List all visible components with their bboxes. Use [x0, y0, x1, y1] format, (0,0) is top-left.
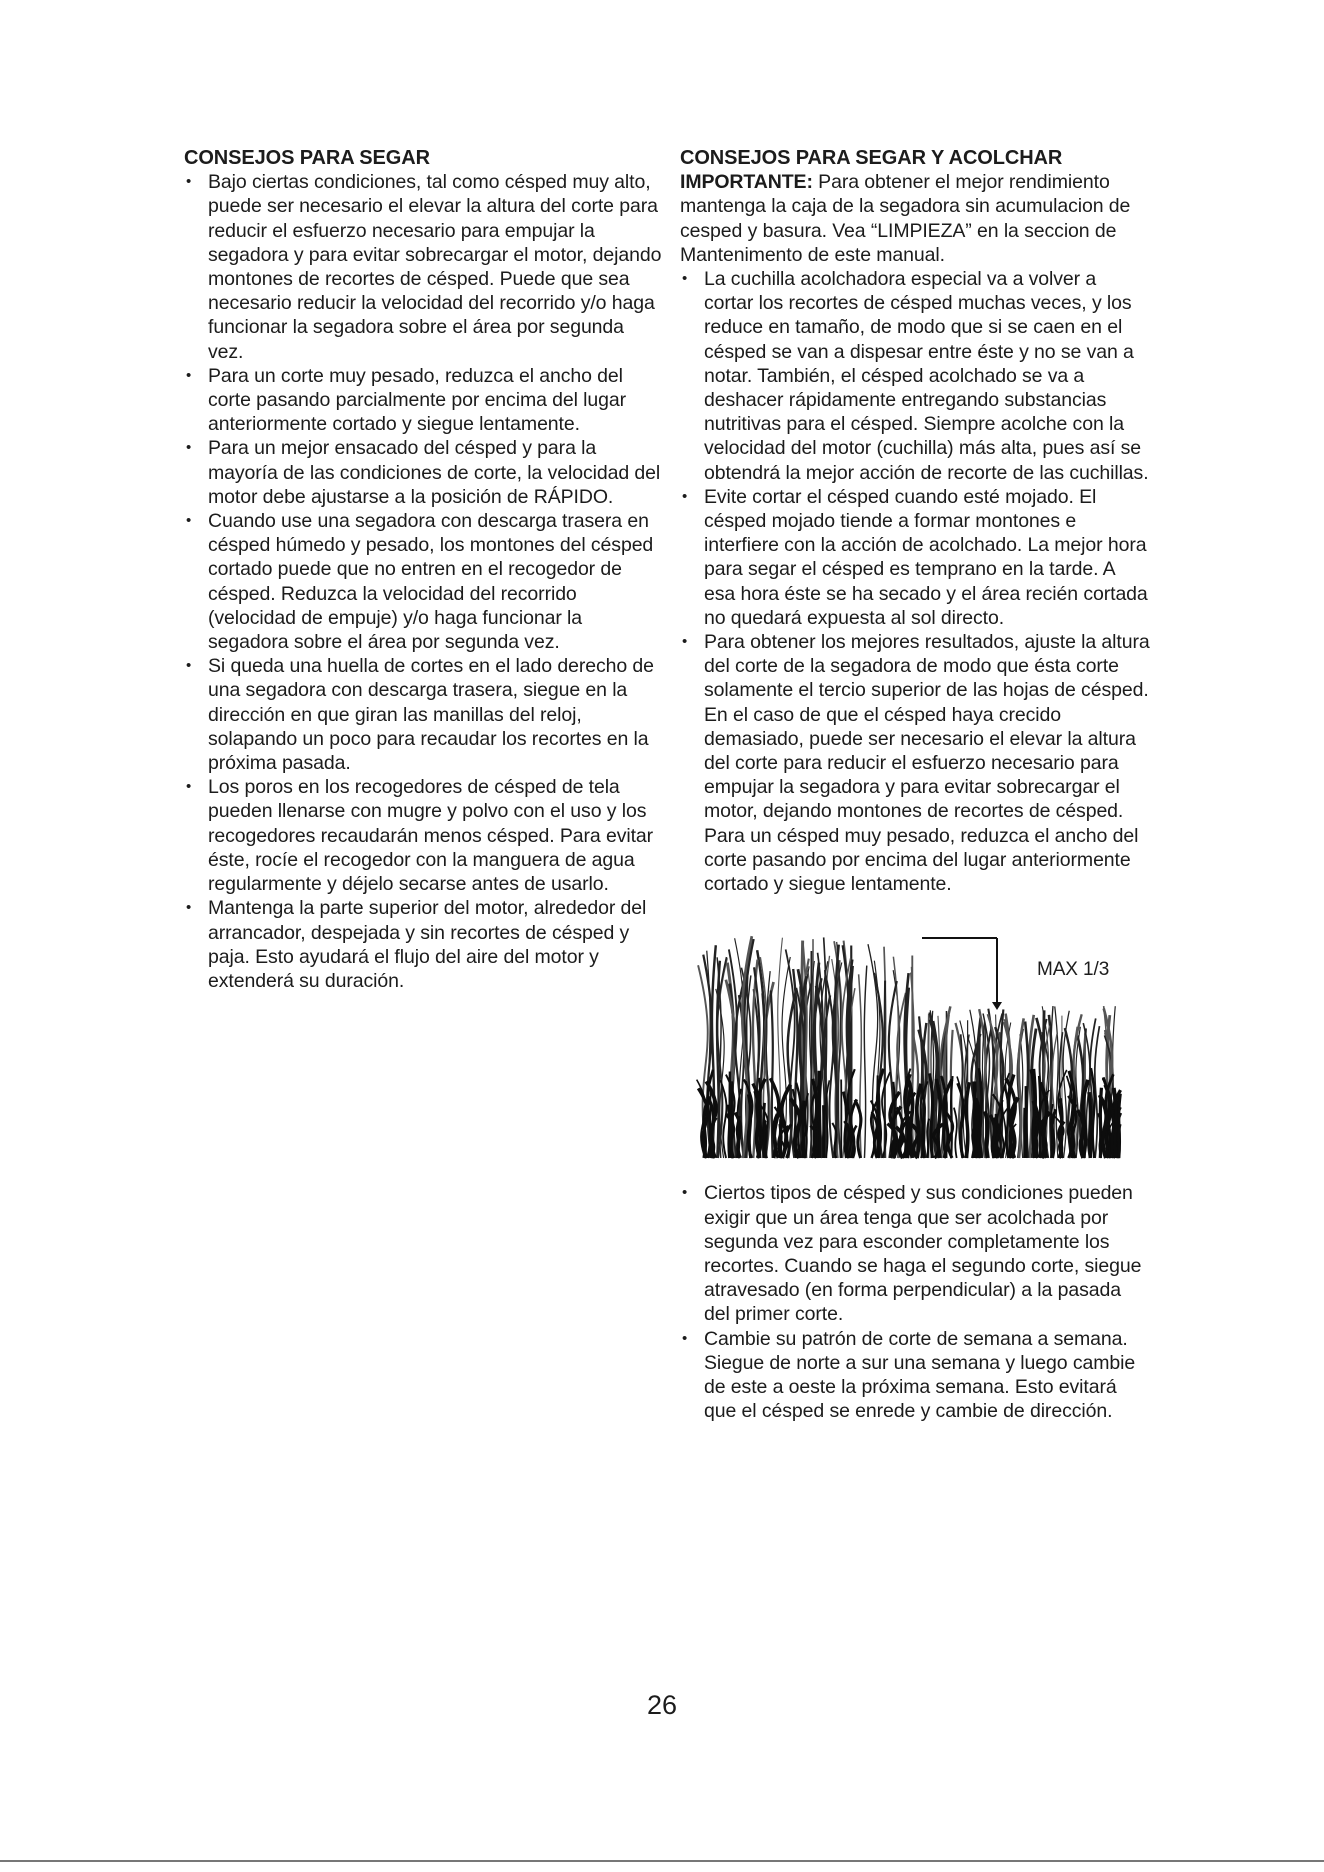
bullet-icon: •	[186, 439, 192, 457]
list-item: • Si queda una huella de cortes en el lado derecho de una segadora con descarga trasera, siegue en la dirección en que giran las manillas del reloj, solapando un poco para recaudar los recortes en la próxima pasada.	[186, 655, 654, 775]
grass-blade	[864, 966, 866, 1158]
list-item: • Cuando use una segadora con descarga trasera en césped húmedo y pesado, los montones del césped cortado puede que no entren en el recogedor de césped. Reduzca la velocidad del recorrido (velocidad de empuje) y/o haga funcionar la segadora sobre el área por segunda vez.	[186, 510, 654, 654]
bullet-icon: •	[186, 899, 192, 917]
mulching-tips-list-continued	[680, 1181, 1150, 1423]
grass-blade	[954, 1108, 957, 1158]
left-column	[184, 146, 664, 993]
bullet-icon: •	[186, 366, 192, 384]
bullet-icon: •	[682, 270, 688, 288]
grass-height-illustration	[692, 918, 1132, 1163]
list-item: • Cambie su patrón de corte de semana a semana. Siegue de norte a sur una semana y luego cambie de este a oeste la próxima semana. Esto evitará que el césped se enrede y cambie de dirección.	[682, 1327, 1136, 1423]
grass-blade	[879, 1089, 880, 1158]
bottom-edge	[0, 1860, 1324, 1862]
grass-blade	[803, 1101, 804, 1158]
bullet-icon: •	[186, 778, 192, 796]
grass-blade	[780, 1124, 781, 1158]
grass-blade	[951, 1076, 952, 1158]
right-column	[680, 146, 1150, 1423]
page-number: 26	[646, 1690, 678, 1720]
important-text: Para obtener el mejor rendimiento mantenga la caja de la segadora sin acumulacion de cesped y basura. Vea “LIMPIEZA” en la seccion de Mantenimento de este manual.	[680, 171, 1131, 266]
list-item: • Para un corte muy pesado, reduzca el ancho del corte pasando parcialmente por encima del lugar anteriormente cortado y siegue lentamente.	[186, 364, 627, 436]
mulching-tips-heading: CONSEJOS PARA SEGAR Y ACOLCHAR	[680, 147, 1063, 169]
list-item: • Para obtener los mejores resultados, ajuste la altura del corte de la segadora de modo que ésta corte solamente el tercio superior de las hojas de césped. En el caso de que el césped haya crecido demasiado, puede ser necesario el elevar la altura del corte para reducir el esfuerzo necesario para empujar la segadora y para evitar sobrecargar el motor, dejando montones de recortes de césped. Para un césped muy pesado, reduzca el ancho del corte pasando por encima del lugar anteriormente cortado y siegue lentamente.	[682, 631, 1150, 896]
list-item: • Evite cortar el césped cuando esté mojado. El césped mojado tiende a formar montones e interfiere con la acción de acolchado. La mejor hora para segar el césped es temprano en la tarde. A esa hora éste se ha secado y el área recién cortada no quedará expuesta al sol directo.	[682, 485, 1148, 629]
list-item: • Para un mejor ensacado del césped y para la mayoría de las condiciones de corte, la velocidad del motor debe ajustarse a la posición de RÁPIDO.	[186, 437, 661, 508]
grass-blade	[1089, 1093, 1091, 1159]
bullet-icon: •	[186, 657, 192, 675]
grass-blade	[966, 1083, 969, 1159]
mowing-tips-heading: CONSEJOS PARA SEGAR	[184, 147, 430, 169]
max-height-arrow	[992, 1002, 1002, 1010]
grass-drawing	[692, 918, 1132, 1163]
grass-blade	[1118, 1124, 1120, 1158]
list-item: • Ciertos tipos de césped y sus condiciones pueden exigir que un área tenga que ser acolchada por segunda vez para esconder completamente los recortes. Cuando se haga el segundo corte, siegue atravesado (en forma perpendicular) a la pasada del primer corte.	[682, 1182, 1142, 1326]
bullet-icon: •	[682, 487, 688, 505]
grass-blade	[929, 1074, 932, 1159]
max-cut-label: MAX 1/3	[1037, 959, 1110, 981]
mowing-tips-list	[184, 170, 664, 993]
bullet-icon: •	[682, 1329, 688, 1347]
bullet-icon: •	[682, 1184, 688, 1202]
list-item: • Mantenga la parte superior del motor, alrededor del arrancador, despejada y sin recortes de césped y paja. Esto ayudará el flujo del aire del motor y extenderá su duración.	[186, 897, 647, 992]
list-item: • Los poros en los recogedores de césped de tela pueden llenarse con mugre y polvo con el uso y los recogedores recaudarán menos césped. Para evitar éste, rocíe el recogedor con la manguera de agua regularmente y déjelo secarse antes de usarlo.	[186, 776, 654, 896]
bullet-icon: •	[682, 633, 688, 651]
important-note	[680, 170, 1150, 267]
bullet-icon: •	[186, 173, 192, 191]
list-item: • La cuchilla acolchadora especial va a volver a cortar los recortes de césped muchas veces, y los reduce en tamaño, de modo que si se caen en el césped se van a dispesar entre éste y no se van a notar. También, el césped acolchado se va a deshacer rápidamente entregando substancias nutritivas para el césped. Siempre acolche con la velocidad del motor (cuchilla) más alta, pues así se obtendrá la mejor acción de recorte de las cuchillas.	[682, 268, 1149, 484]
bullet-icon: •	[186, 512, 192, 530]
important-label: IMPORTANTE:	[680, 171, 813, 194]
list-item: • Bajo ciertas condiciones, tal como césped muy alto, puede ser necesario el elevar la altura del corte para reducir el esfuerzo necesario para empujar la segadora y para evitar sobrecargar el motor, dejando montones de recortes de césped. Puede que sea necesario reducir la velocidad del recorrido y/o haga funcionar la segadora sobre el área por segunda vez.	[186, 171, 662, 363]
grass-blade	[843, 1092, 846, 1158]
mulching-tips-list	[680, 267, 1150, 896]
